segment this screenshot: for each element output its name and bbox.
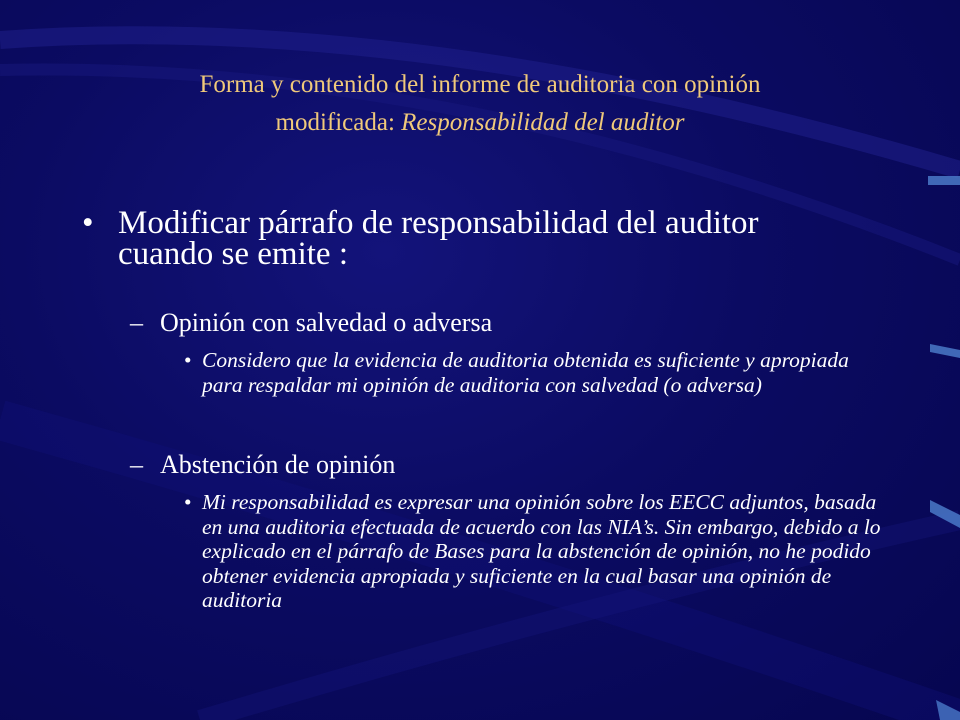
main-bullet — [82, 205, 842, 272]
bullet-marker: • — [184, 348, 192, 372]
dash-marker: – — [130, 450, 143, 479]
subitem-text: Opinión con salvedad o adversa — [160, 308, 493, 337]
main-bullet-text: Modificar párrafo de responsabilidad del auditor cuando se emite : — [118, 205, 759, 272]
subitem-abstencion — [130, 450, 850, 480]
title-line-2 — [60, 104, 900, 142]
dash-marker: – — [130, 308, 143, 337]
subitem-opinion-salvedad — [130, 308, 850, 338]
detail-opinion-salvedad — [184, 348, 884, 397]
title-line-1: Forma y contenido del informe de auditoria con opinión — [199, 71, 761, 98]
slide-title — [60, 66, 900, 142]
title-line-2-plain: modificada: — [275, 109, 402, 136]
detail-text: Mi responsabilidad es expresar una opinión sobre los EECC adjuntos, basada en una auditoria efectuada de acuerdo con las NIA’s. Sin embargo, debido a lo explicado en el párrafo de Bases para la abstención de opinión, no he podido obtener evidencia apropiada y suficiente en la cual basar una opinión de auditoria — [202, 490, 881, 612]
bullet-marker: • — [82, 205, 94, 241]
subitem-text: Abstención de opinión — [160, 450, 396, 479]
bullet-marker: • — [184, 490, 192, 514]
detail-abstencion — [184, 490, 884, 613]
detail-text: Considero que la evidencia de auditoria obtenida es suficiente y apropiada para respaldar mi opinión de auditoria con salvedad (o adversa) — [202, 348, 849, 397]
title-line-2-italic: Responsabilidad del auditor — [401, 109, 685, 136]
